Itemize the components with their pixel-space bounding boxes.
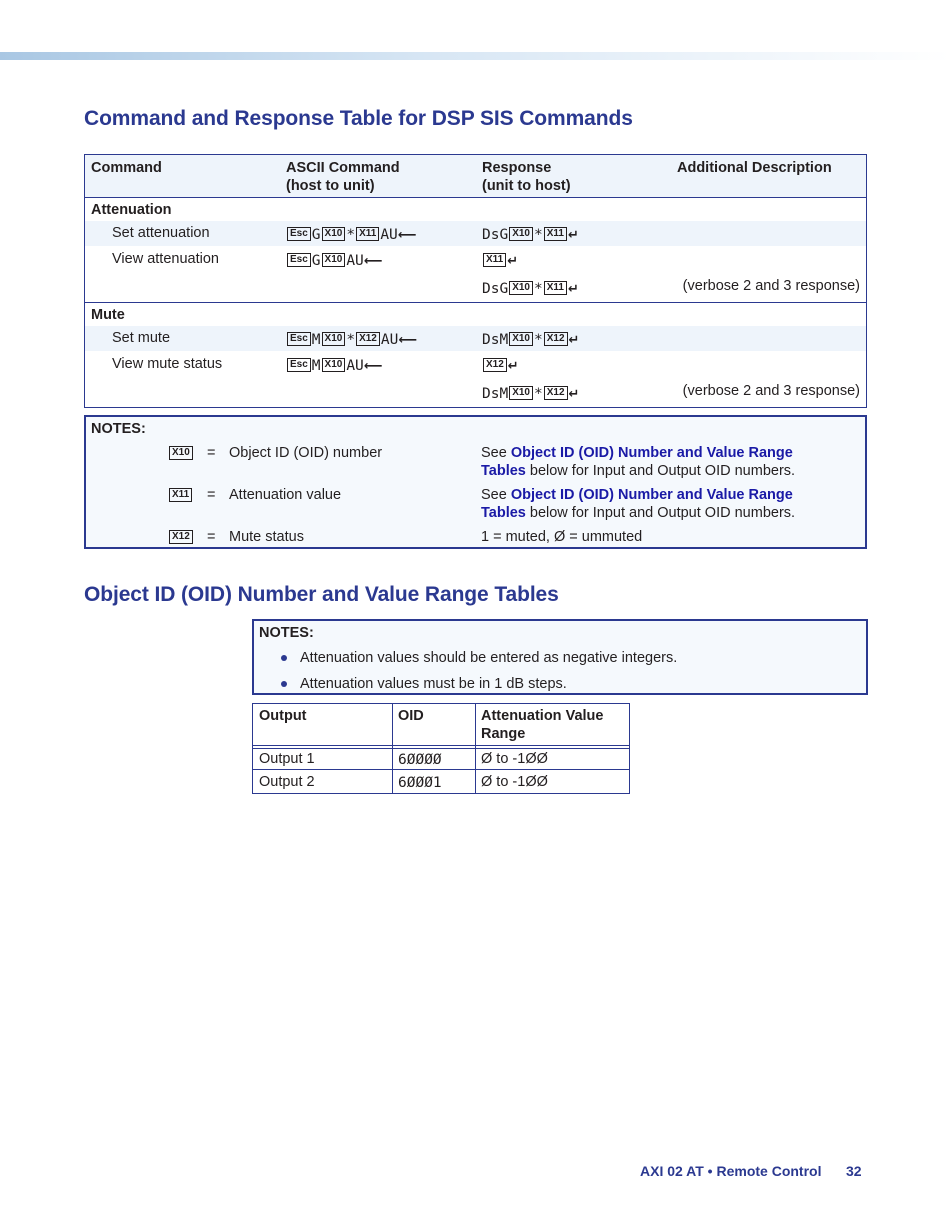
note-reference: [481, 444, 841, 480]
footer-title: AXI 02 AT • Remote Control: [640, 1163, 822, 1179]
col-header-ascii-line1: ASCII Command: [286, 160, 400, 176]
esc-key: Esc: [287, 358, 311, 372]
ascii-text: AU: [346, 253, 364, 269]
response-part: *: [534, 227, 543, 243]
note-item: Attenuation values must be in 1 dB steps.: [300, 676, 567, 692]
note-label: Object ID (OID) number: [229, 445, 383, 461]
x10-key: X10: [509, 386, 533, 400]
note-label: Attenuation value: [229, 487, 342, 503]
command-label: View attenuation: [112, 251, 219, 267]
note-equals: =: [207, 487, 216, 503]
note-see: See: [481, 445, 511, 461]
ascii-command: [286, 252, 382, 271]
x11-key: X11: [356, 227, 379, 241]
bullet-icon: [281, 655, 287, 661]
response-text: [482, 252, 518, 271]
response-part: DsG: [482, 227, 509, 243]
group-label-attenuation: Attenuation: [91, 202, 172, 218]
oid-table: [252, 703, 630, 794]
col-header-output: Output: [259, 708, 307, 724]
response-part: DsG: [482, 281, 509, 297]
table-row: [85, 221, 866, 246]
bullet-icon: [281, 681, 287, 687]
return-arrow-icon: ↵: [567, 282, 579, 297]
left-arrow-icon: ⟵: [363, 359, 383, 374]
table-row: [85, 326, 866, 351]
note-var: [168, 529, 194, 547]
cell-range: Ø to -1ØØ: [481, 751, 548, 767]
col-header-range: Attenuation Value Range: [481, 708, 604, 742]
return-arrow-icon: ↵: [507, 254, 519, 269]
command-label: Set mute: [112, 330, 171, 346]
ascii-command: [286, 331, 417, 350]
response-part: *: [534, 281, 543, 297]
table-row: [85, 247, 866, 272]
return-arrow-icon: ↵: [567, 228, 579, 243]
group-label-mute: Mute: [91, 307, 125, 323]
left-arrow-icon: ⟵: [397, 228, 417, 243]
response-text: [482, 357, 519, 376]
table-row: [85, 352, 866, 377]
left-arrow-icon: ⟵: [363, 254, 383, 269]
note-equals: =: [207, 445, 216, 461]
notes-box: [84, 415, 867, 549]
ascii-command: [286, 226, 416, 245]
divider: [253, 769, 629, 770]
cell-output: Output 2: [259, 774, 315, 790]
col-header-command: Command: [91, 160, 162, 176]
x12-key: X12: [356, 332, 380, 346]
page-number: 32: [846, 1163, 862, 1179]
note-label: Mute status: [229, 529, 304, 545]
cell-oid: 6ØØØ1: [398, 775, 442, 791]
left-arrow-icon: ⟵: [398, 333, 417, 348]
x11-key: X11: [483, 253, 506, 267]
x10-key: X10: [322, 253, 346, 267]
x11-key: X11: [544, 281, 567, 295]
ascii-text: AU: [380, 332, 399, 348]
return-arrow-icon: ↵: [568, 333, 580, 348]
cell-range: Ø to -1ØØ: [481, 774, 548, 790]
return-arrow-icon: ↵: [507, 359, 519, 374]
x12-key: X12: [169, 530, 193, 544]
ascii-text: M: [311, 358, 321, 374]
x10-key: X10: [509, 281, 533, 295]
note-reference: [481, 486, 841, 522]
response-text: [482, 280, 579, 299]
oid-tables-link[interactable]: Object ID (OID) Number and Value Range Tables: [481, 445, 793, 479]
esc-key: Esc: [287, 332, 311, 346]
ascii-text: *: [346, 332, 356, 348]
col-header-description: Additional Description: [677, 160, 832, 176]
note-item: Attenuation values should be entered as negative integers.: [300, 650, 678, 666]
x11-key: X11: [544, 227, 567, 241]
x10-key: X10: [509, 332, 533, 346]
oid-tables-link[interactable]: Object ID (OID) Number and Value Range Tables: [481, 487, 793, 521]
esc-key: Esc: [287, 227, 311, 241]
x12-key: X12: [544, 332, 568, 346]
esc-key: Esc: [287, 253, 311, 267]
response-part: *: [534, 386, 543, 402]
x10-key: X10: [509, 227, 533, 241]
description-text: (verbose 2 and 3 response): [682, 383, 860, 399]
note-var: [168, 487, 193, 505]
oid-notes-box: [252, 619, 868, 695]
divider: [85, 197, 866, 198]
ascii-text: AU: [380, 227, 398, 243]
table-row: [85, 273, 866, 301]
x10-key: X10: [169, 446, 193, 460]
response-text: [482, 331, 579, 350]
col-header-response-line1: Response: [482, 160, 552, 176]
x11-key: X11: [169, 488, 192, 502]
command-response-table: [84, 154, 867, 408]
section-title-dsp-sis: Command and Response Table for DSP SIS Commands: [84, 107, 633, 130]
cell-output: Output 1: [259, 751, 315, 767]
x12-key: X12: [544, 386, 568, 400]
divider: [253, 745, 629, 746]
col-header-ascii: [286, 159, 400, 195]
note-equals: =: [207, 529, 216, 545]
note-after: below for Input and Output OID numbers.: [525, 505, 796, 521]
section-title-oid: Object ID (OID) Number and Value Range Tables: [84, 583, 559, 606]
response-part: DsM: [482, 332, 509, 348]
x10-key: X10: [322, 227, 346, 241]
x10-key: X10: [322, 332, 346, 346]
table-row: [85, 378, 866, 406]
x10-key: X10: [322, 358, 346, 372]
divider: [85, 302, 866, 303]
notes-heading: NOTES:: [259, 625, 314, 641]
col-header-ascii-line2: (host to unit): [286, 178, 375, 194]
ascii-text: AU: [346, 358, 364, 374]
return-arrow-icon: ↵: [568, 387, 580, 402]
ascii-text: G: [311, 253, 321, 269]
command-label: View mute status: [112, 356, 223, 372]
note-value: 1 = muted, Ø = ummuted: [481, 529, 643, 545]
table-header-row: [85, 155, 866, 197]
response-text: [482, 385, 579, 404]
note-var: [168, 445, 194, 463]
ascii-command: [286, 357, 382, 376]
response-text: [482, 226, 579, 245]
ascii-text: *: [346, 227, 356, 243]
notes-heading: NOTES:: [91, 421, 146, 437]
col-header-response-line2: (unit to host): [482, 178, 571, 194]
response-part: *: [534, 332, 543, 348]
note-see: See: [481, 487, 511, 503]
command-label: Set attenuation: [112, 225, 210, 241]
ascii-text: G: [311, 227, 321, 243]
x12-key: X12: [483, 358, 507, 372]
cell-oid: 6ØØØØ: [398, 752, 442, 768]
col-header-oid: OID: [398, 708, 424, 724]
ascii-text: M: [311, 332, 321, 348]
col-header-response: [482, 159, 571, 195]
divider: [253, 748, 629, 749]
header-gradient-bar: [0, 52, 950, 60]
description-text: (verbose 2 and 3 response): [682, 278, 860, 294]
note-after: below for Input and Output OID numbers.: [525, 463, 796, 479]
response-part: DsM: [482, 386, 509, 402]
